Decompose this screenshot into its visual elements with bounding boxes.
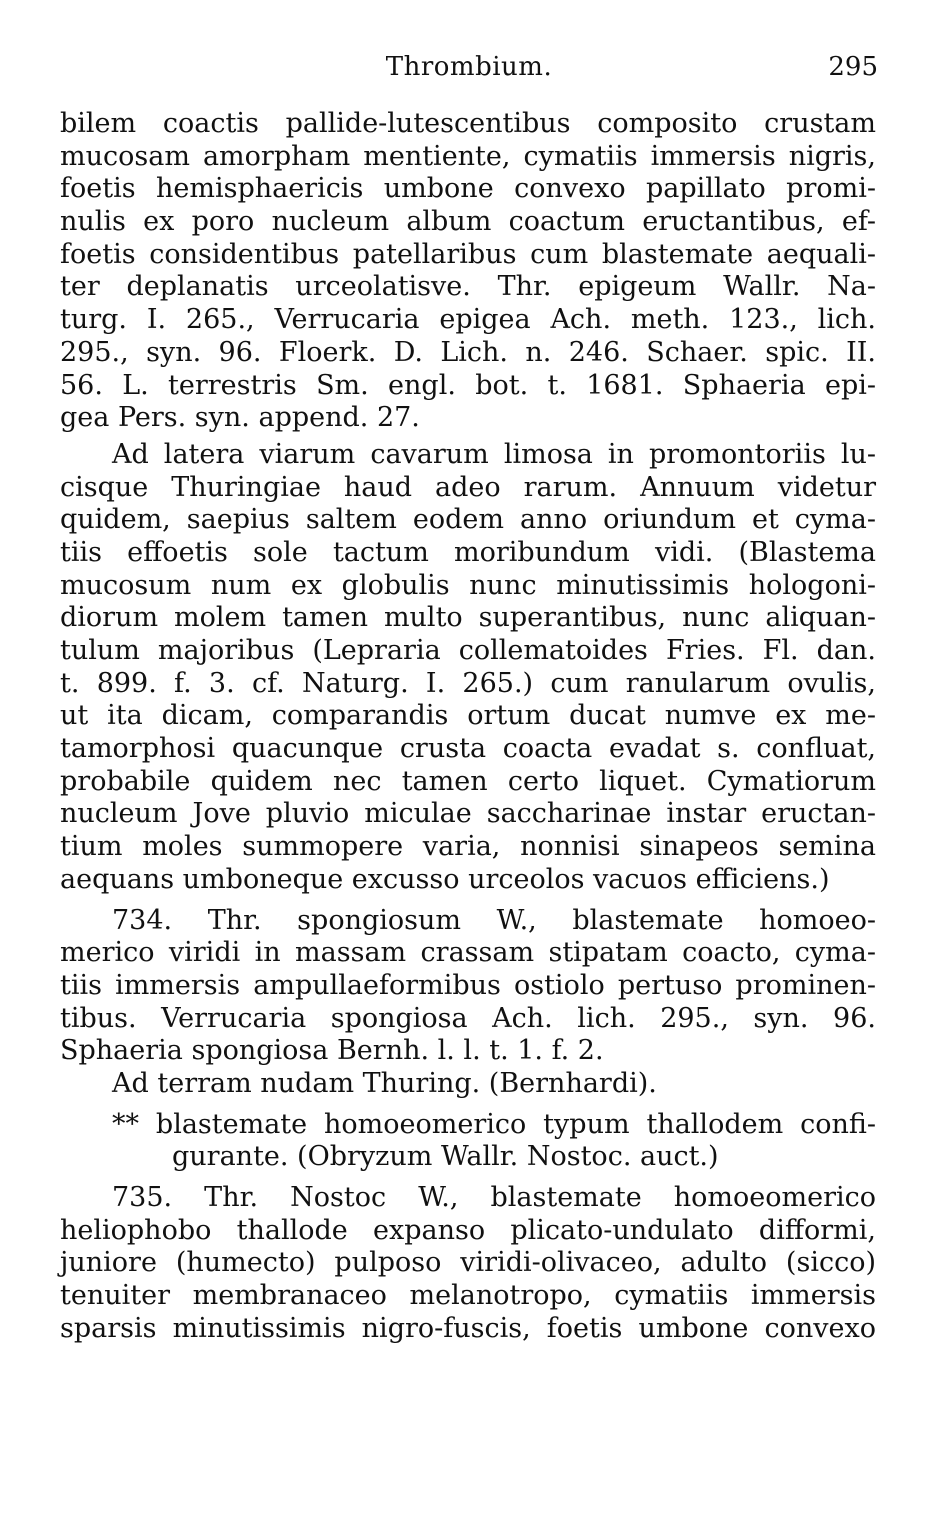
page-number: 295 (828, 52, 878, 82)
text-line: Sphaeria spongiosa Bernh. l. l. t. 1. f. 2. (60, 1035, 604, 1067)
text-line: foetis hemisphaericis umbone convexo papillato promi- (60, 173, 876, 205)
text-line: tiis immersis ampullaeformibus ostiolo pertuso prominen- (60, 969, 876, 1001)
text-line: tulum majoribus (Lepraria collematoides Fries. Fl. dan. (60, 635, 876, 666)
text-line: turg. I. 265., Verrucaria epigea Ach. meth. 123., lich. (60, 304, 876, 336)
text-line: juniore (humecto) pulposo viridi-olivaceo, adulto (sicco) (60, 1247, 876, 1279)
text-line: ter deplanatis urceolatisve. Thr. epigeum Wallr. Na- (60, 271, 876, 303)
text-line: tamorphosi quacunque crusta coacta evadat s. confluat, (60, 733, 876, 765)
text-line: t. 899. f. 3. cf. Naturg. I. 265.) cum ranularum ovulis, (60, 667, 876, 699)
text-line: aequans umboneque excusso urceolos vacuos efficiens.) (60, 863, 830, 895)
section-heading-line: gurante. (Obryzum Wallr. Nostoc. auct.) (172, 1141, 719, 1173)
habitat-line: Ad terram nudam Thuring. (Bernhardi). (112, 1067, 657, 1099)
text-line: ut ita dicam, comparandis ortum ducat numve ex me- (60, 700, 876, 732)
text-line: nulis ex poro nucleum album coactum eructantibus, ef- (60, 206, 876, 238)
text-line: tibus. Verrucaria spongiosa Ach. lich. 295., syn. 96. (60, 1002, 876, 1034)
running-title: Thrombium. (385, 52, 553, 82)
text-line: quidem, saepius saltem eodem anno oriundum et cyma- (60, 504, 876, 536)
text-line: mucosam amorpham mentiente, cymatiis immersis nigris, (60, 140, 876, 172)
text-line: mucosum num ex globulis nunc minutissimis hologoni- (60, 569, 876, 601)
section-heading-line: ** blastemate homoeomerico typum thallodem confi- (112, 1108, 876, 1140)
page-body (60, 108, 876, 1345)
text-line: probabile quidem nec tamen certo liquet. Cymatiorum (60, 765, 876, 797)
text-line: tiis effoetis sole tactum moribundum vidi. (Blastema (60, 536, 876, 568)
text-line: sparsis minutissimis nigro-fuscis, foetis umbone convexo (60, 1312, 876, 1344)
text-line: bilem coactis pallide-lutescentibus composito crustam (60, 108, 876, 139)
entry-734-heading-line: 734. Thr. spongiosum W., blastemate homoeo- (112, 904, 876, 936)
text-line: 295., syn. 96. Floerk. D. Lich. n. 246. Schaer. spic. II. (60, 336, 876, 368)
text-line: gea Pers. syn. append. 27. (60, 402, 420, 434)
paragraph-start-line: Ad latera viarum cavarum limosa in promontoriis lu- (112, 438, 876, 470)
text-line: heliophobo thallode expanso plicato-undulato difformi, (60, 1214, 876, 1246)
text-line: nucleum Jove pluvio miculae saccharinae instar eructan- (60, 798, 876, 830)
text-line: tium moles summopere varia, nonnisi sinapeos semina (60, 831, 876, 863)
page-header (60, 50, 878, 84)
text-line: merico viridi in massam crassam stipatam coacto, cyma- (60, 937, 876, 969)
entry-735-heading-line: 735. Thr. Nostoc W., blastemate homoeomerico (112, 1182, 876, 1213)
text-line: diorum molem tamen multo superantibus, nunc aliquan- (60, 602, 876, 634)
text-line: 56. L. terrestris Sm. engl. bot. t. 1681. Sphaeria epi- (60, 369, 876, 401)
text-line: tenuiter membranaceo melanotropo, cymatiis immersis (60, 1280, 876, 1312)
text-line: cisque Thuringiae haud adeo rarum. Annuum videtur (60, 471, 876, 503)
text-line: foetis considentibus patellaribus cum blastemate aequali- (60, 238, 876, 270)
